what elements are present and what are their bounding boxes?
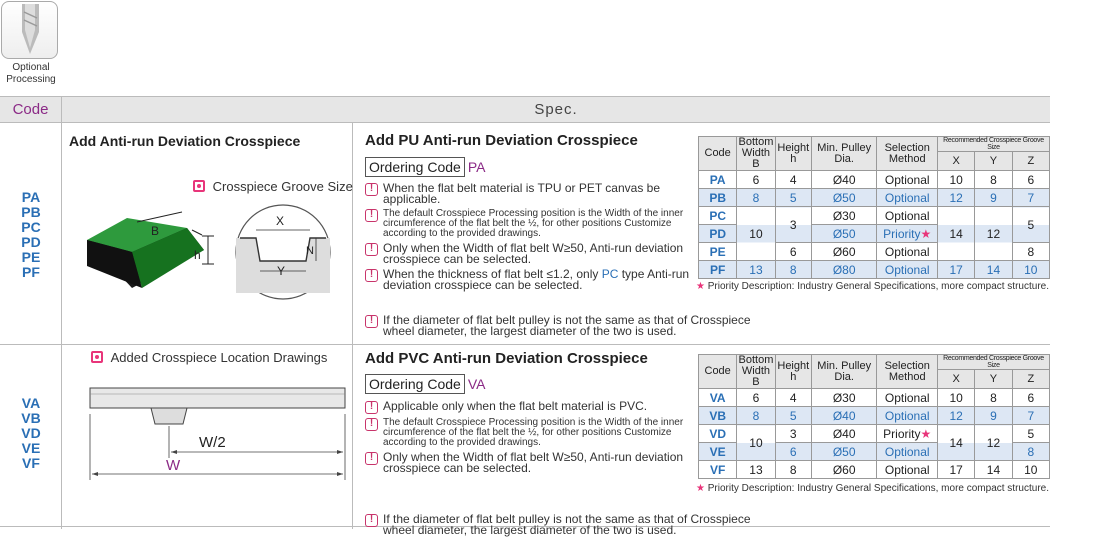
row1-ordering-code: Ordering Code PA (365, 157, 485, 177)
square-bullet-icon (91, 351, 103, 363)
row1-left-title: Add Anti-run Deviation Crosspiece (69, 133, 301, 149)
row1-spec-table: Code Bottom Width B Height h Min. Pulley Dia. Selection Method Recommended Crosspiece Groove Size X Y Z PA 6 4 Ø40 Optional 10 8 6 PB 8 5 Ø50 Optional 12 9 7 PC 10 3 Ø30 Optional 14 12 5 PD Ø50 Priority★ PE 6 Ø60 Optional 8 PF 13 8 Ø80 Optional 17 14 10 (698, 136, 1050, 279)
note: ! The default Crosspiece Processing position is the Width of the inner circumference of the flat belt the ½, for other positions Customize according to the provided drawings. (365, 418, 695, 448)
optional-processing-icon (1, 1, 58, 59)
optional-processing-label: Optional Processing (6, 62, 56, 85)
table-row: PD Ø50 Priority★ (699, 225, 1050, 243)
row1-title: Add PU Anti-run Deviation Crosspiece (365, 132, 638, 149)
row2-priority-note: ★ Priority Description: Industry General Specifications, more compact structure. (696, 483, 1049, 494)
table-row: PB 8 5 Ø50 Optional 12 9 7 (699, 189, 1050, 207)
row2-ordering-code: Ordering Code VA (365, 374, 485, 394)
row1-notes (365, 183, 695, 299)
note: ! When the flat belt material is TPU or PET canvas be applicable. (365, 183, 695, 205)
note: ! If the diameter of flat belt pulley is not the same as that of Crosspiece wheel diameter, the largest diameter of the two is used. (365, 315, 765, 337)
note: ! Only when the Width of flat belt W≥50, Anti-run deviation crosspiece can be selected. (365, 243, 695, 265)
fig-label-y: Y (277, 264, 286, 278)
fig-label-w: W (166, 457, 181, 474)
table-row: PA 6 4 Ø40 Optional 10 8 6 (699, 171, 1050, 189)
table-row: VA 6 4 Ø30 Optional 10 8 6 (699, 389, 1050, 407)
table-row: VF 13 8 Ø60 Optional 17 14 10 (699, 461, 1050, 479)
fig-label-h: h (194, 248, 201, 262)
fig-label-b: B (151, 224, 160, 238)
table-row: VD 10 3 Ø40 Priority★ 14 12 5 (699, 425, 1050, 443)
fig-label-w2: W/2 (199, 434, 226, 451)
note: ! The default Crosspiece Processing position is the Width of the inner circumference of the flat belt the ½, for other positions Customize according to the provided drawings. (365, 209, 695, 239)
header-code: Code (0, 97, 62, 122)
row2-spec-table: Code Bottom Width B Height h Min. Pulley Dia. Selection Method Recommended Crosspiece Groove Size X Y Z VA 6 4 Ø30 Optional 10 8 6 VB 8 5 Ø40 Optional 12 9 7 VD 10 3 Ø40 Priority★ 14 12 5 VE 6 Ø50 Optional 8 VF 13 8 Ø60 Optional 17 14 10 (698, 354, 1050, 479)
table-row: PC 10 3 Ø30 Optional 14 12 5 (699, 207, 1050, 225)
groove-size-label: Crosspiece Groove Size (193, 179, 353, 194)
row1-priority-note: ★ Priority Description: Industry General Specifications, more compact structure. (696, 281, 1049, 292)
row2-codes: VA VB VD VE VF (21, 395, 41, 471)
square-bullet-icon (193, 180, 205, 192)
table-row: VE 6 Ø50 Optional 8 (699, 443, 1050, 461)
fig-label-x: X (276, 214, 285, 228)
note: ! If the diameter of flat belt pulley is not the same as that of Crosspiece wheel diameter, the largest diameter of the two is used. (365, 514, 765, 536)
table-row: PE 6 Ø60 Optional 8 (699, 243, 1050, 261)
note: ! Only when the Width of flat belt W≥50, Anti-run deviation crosspiece can be selected. (365, 452, 695, 474)
table-header (0, 96, 1050, 123)
note: ! Applicable only when the flat belt material is PVC. (365, 401, 695, 412)
row1-codes: PA PB PC PD PE PF (21, 189, 41, 280)
row2-left-title: Added Crosspiece Location Drawings (91, 350, 327, 365)
fig-label-n: N (306, 245, 314, 257)
row2-notes (365, 401, 695, 474)
table-row: VB 8 5 Ø40 Optional 12 9 7 (699, 407, 1050, 425)
header-spec: Spec. (534, 101, 578, 118)
note: ! When the thickness of flat belt ≤1.2, only PC type Anti-run deviation crosspiece can be selected. (365, 269, 695, 291)
table-row: PF 13 8 Ø80 Optional 17 14 10 (699, 261, 1050, 279)
row2-title: Add PVC Anti-run Deviation Crosspiece (365, 350, 648, 367)
